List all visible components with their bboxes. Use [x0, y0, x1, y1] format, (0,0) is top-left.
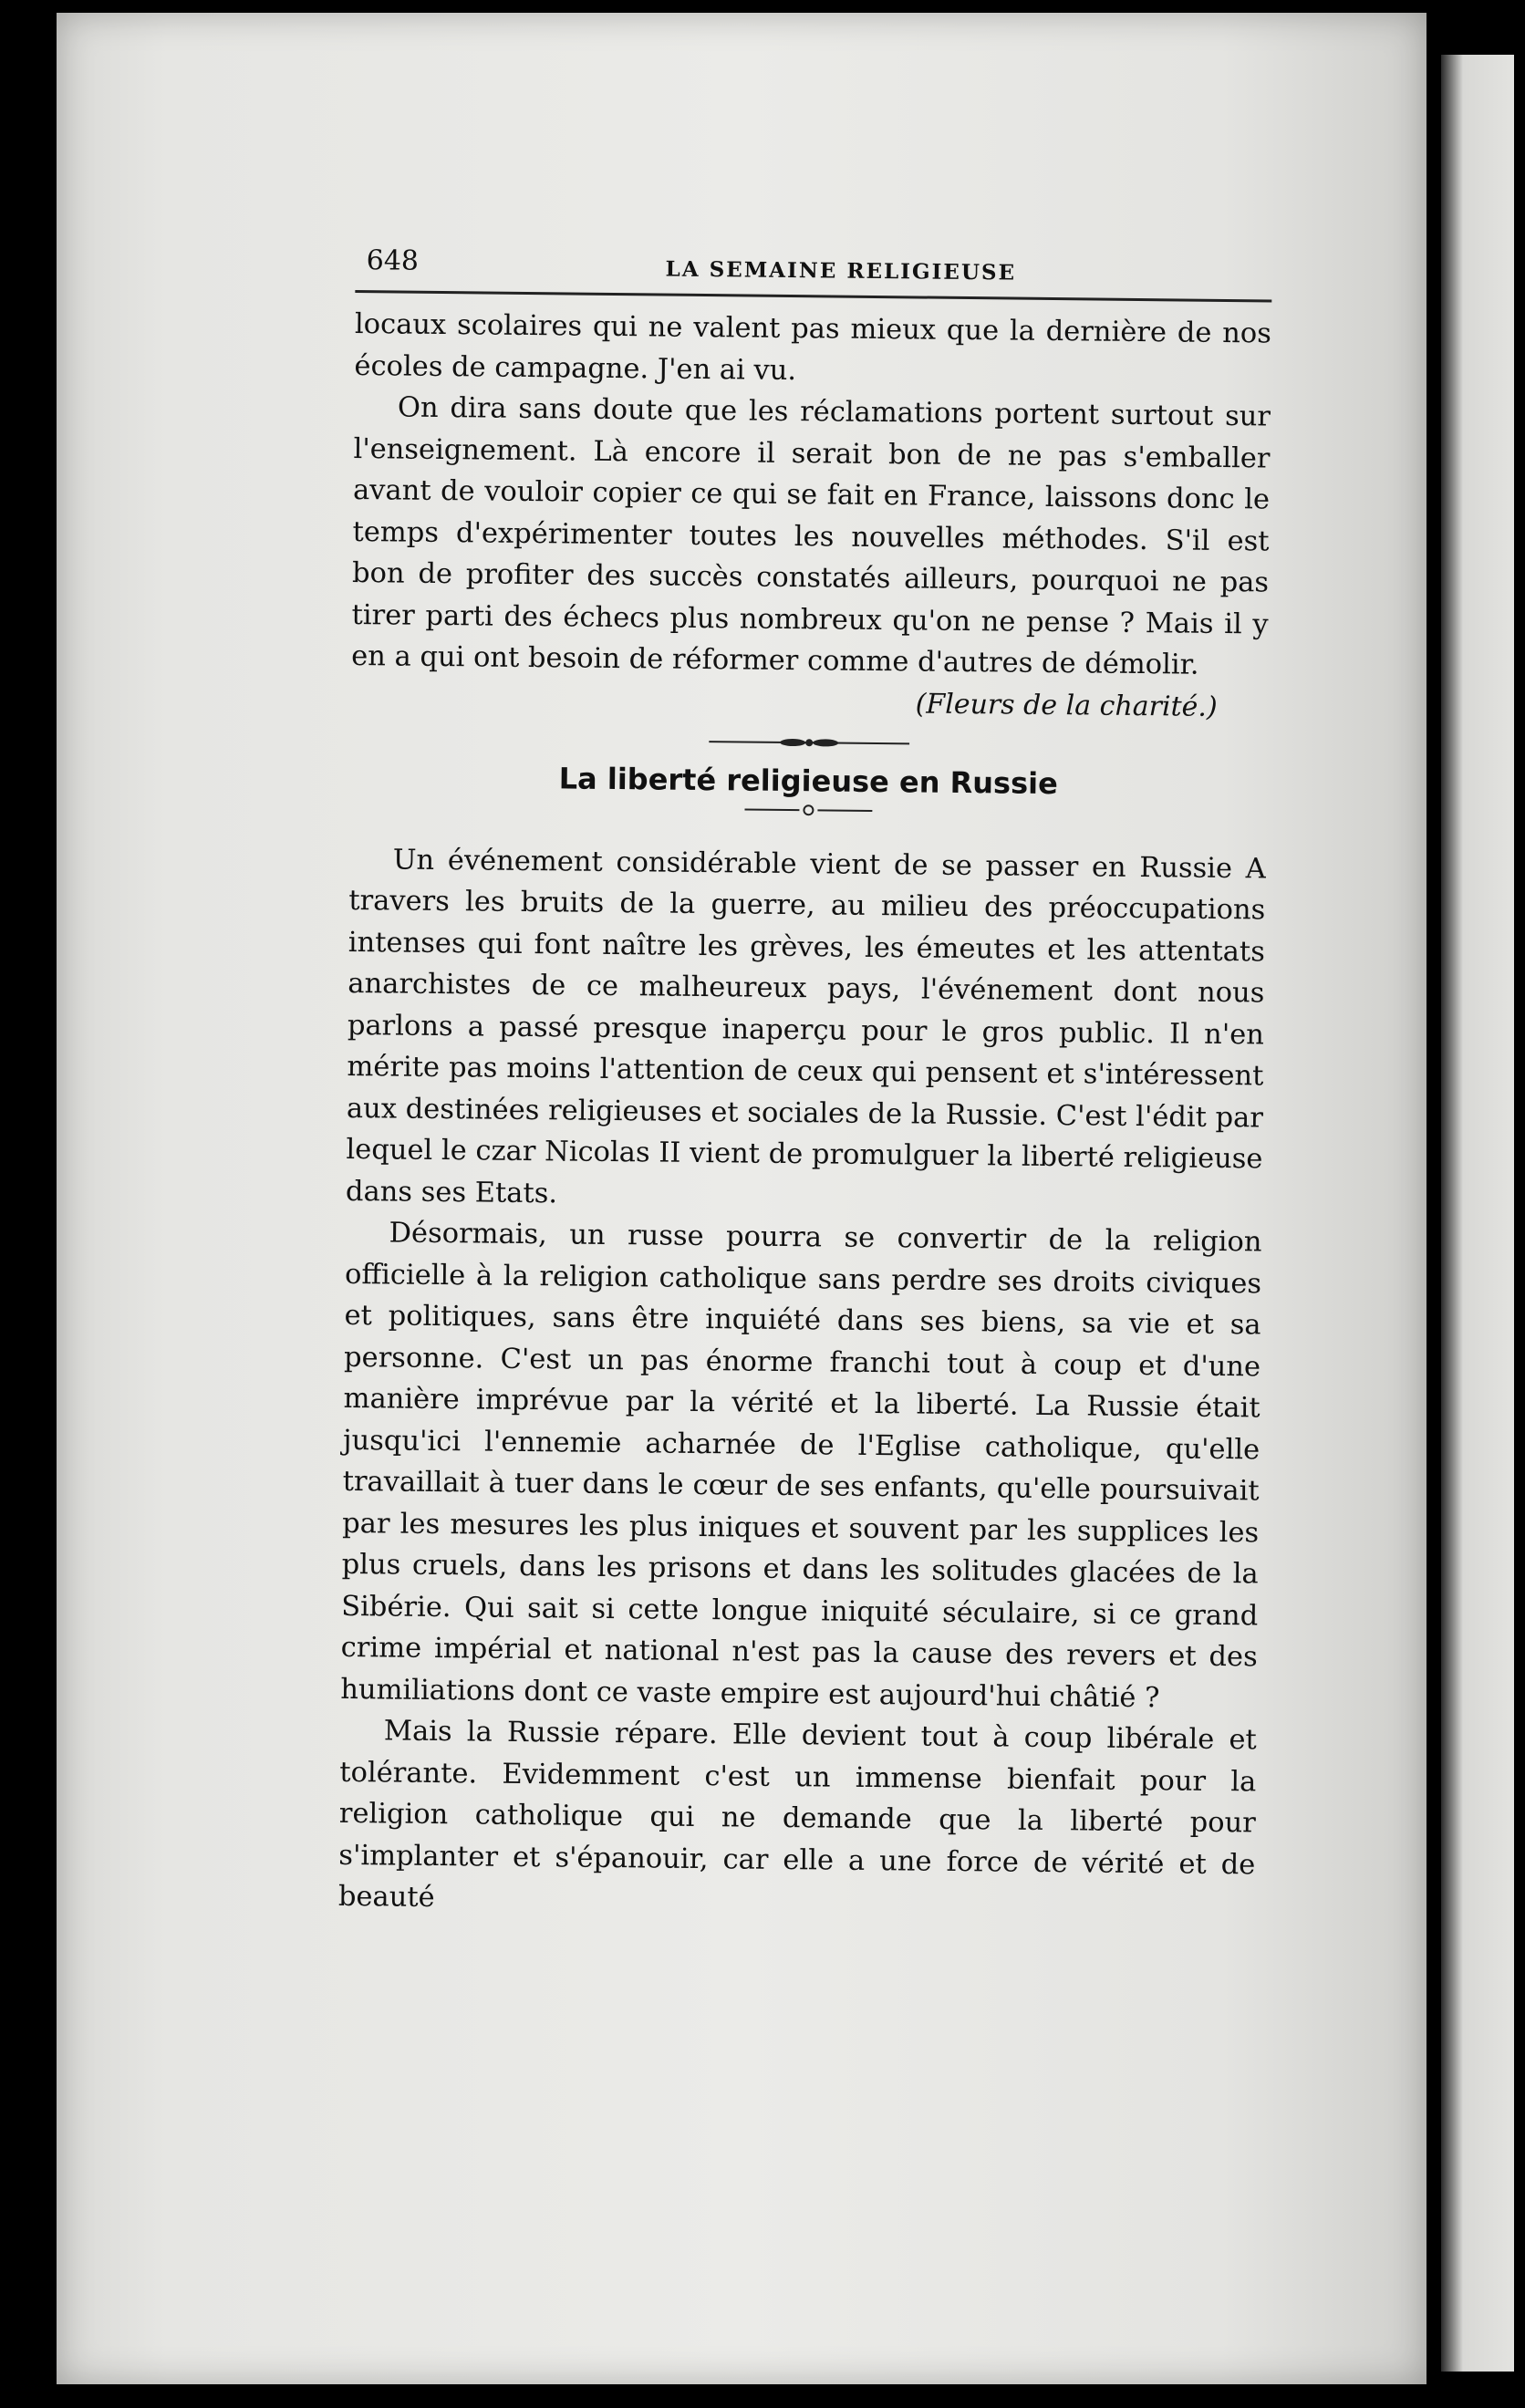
page-number: 648	[366, 244, 420, 277]
paragraph: Un événement considérable vient de se passer en Russie A travers les bruits de la guerre, au milieu des préoccupations intenses qui font naître les grèves, les émeutes et les attentats anarchistes de ce malheureux pays, l'événement dont nous parlons a passé presque inaperçu pour le gros public. Il n'en mérite pas moins l'attention de ceux qui pensent et s'intéressent aux destinées religieuses et sociales de la Russie. C'est l'édit par lequel le czar Nicolas II vient de promulguer la liberté religieuse dans ses Etats.	[345, 843, 1266, 1209]
title-rule-ornament	[744, 803, 872, 816]
running-head	[355, 235, 1272, 303]
source-citation: (Fleurs de la charité.)	[915, 687, 1218, 723]
paragraph: Mais la Russie répare. Elle devient tout à coup libérale et tolérante. Evidemment c'est un immense bienfait pour la religion catholique qui ne demande que la liberté pour s'implanter et s'épanouir, car elle a une force de vérité et de beauté	[337, 1715, 1257, 1915]
paragraph: Désormais, un russe pourra se convertir de la religion officielle à la religion catholique sans perdre ses droits civiques et politiques, sans être inquiété dans ses biens, sa vie et sa personne. C'est un pas énorme franchi tout à coup et d'une manière imprévue par la vérité et la liberté. La Russie était jusqu'ici l'ennemie acharnée de l'Eglise catholique, qu'elle travaillait à tuer dans le cœur de ses enfants, qu'elle poursuivait par les mesures les plus iniques et souvent par les supplices les plus cruels, dans les prisons et dans les solitudes glacées de la Sibérie. Qui sait si cette longue iniquité séculaire, si ce grand crime impérial et national n'est pas la cause des revers et des humiliations dont ce vaste empire est aujourd'hui châtié ?	[340, 1217, 1262, 1714]
journal-title: LA SEMAINE RELIGIEUSE	[665, 256, 1017, 285]
facing-page-edge	[1441, 55, 1514, 2372]
text-block	[338, 235, 1272, 1927]
ornament-divider	[709, 735, 909, 750]
paragraph: On dira sans doute que les réclamations portent surtout sur l'enseignement. Là encore il serait bon de ne pas s'emballer avant de vouloir copier ce qui se fait en France, laissons donc le temps d'expérimenter toutes les nouvelles méthodes. S'il est bon de profiter des succès constatés ailleurs, pourquoi ne pas tirer parti des échecs plus nombreux qu'on ne pense ? Mais il y en a qui ont besoin de réformer comme d'autres de démolir.	[350, 391, 1271, 681]
article-title: La liberté religieuse en Russie	[558, 760, 1058, 801]
paragraph: locaux scolaires qui ne valent pas mieux que la dernière de nos écoles de campagne. J'en ai vu.	[354, 307, 1272, 387]
